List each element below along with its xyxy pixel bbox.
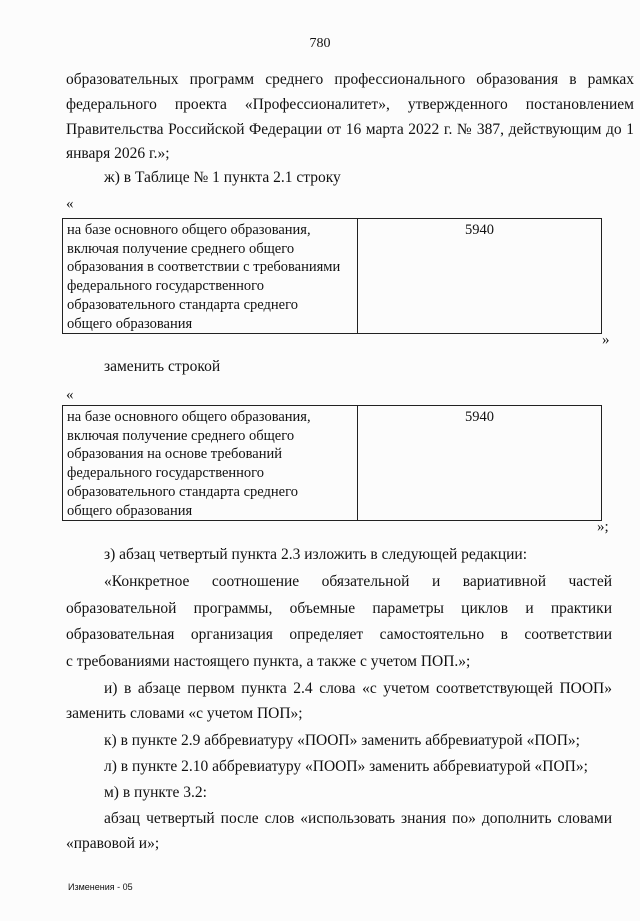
old-row-line: образования в соответствии с требованиями bbox=[67, 259, 341, 276]
old-row-line: образовательного стандарта среднего bbox=[67, 296, 298, 313]
new-row-line: образовательного стандарта среднего bbox=[67, 483, 298, 500]
page-number: 780 bbox=[309, 36, 331, 51]
paragraph-line: «правовой и»; bbox=[66, 835, 160, 852]
new-table-row bbox=[62, 405, 602, 521]
item-k: к) в пункте 2.9 аббревиатуру «ПООП» заменить аббревиатурой «ПОП»; bbox=[104, 732, 580, 749]
new-row-line: включая получение среднего общего bbox=[67, 427, 295, 444]
item-m: м) в пункте 3.2: bbox=[104, 784, 207, 801]
new-row-line: образования на основе требований bbox=[67, 446, 283, 463]
closing-quote: »; bbox=[597, 519, 609, 535]
item-l: л) в пункте 2.10 аббревиатуру «ПООП» заменить аббревиатурой «ПОП»; bbox=[104, 758, 588, 775]
opening-quote: « bbox=[66, 196, 74, 212]
old-row-line: включая получение среднего общего bbox=[67, 240, 295, 257]
old-row-line: общего образования bbox=[67, 315, 193, 332]
paragraph-line: «Конкретное соотношение обязательной и вариативной частей bbox=[104, 573, 612, 590]
paragraph-line: образовательная организация определяет самостоятельно в соответствии bbox=[66, 626, 612, 643]
old-row-description bbox=[63, 219, 358, 334]
closing-quote: » bbox=[602, 332, 610, 348]
old-row-value: 5940 bbox=[358, 219, 602, 334]
old-table-row bbox=[62, 218, 602, 334]
paragraph-line: января 2026 г.»; bbox=[66, 145, 170, 162]
paragraph-line: образовательной программы, объемные параметры циклов и практики bbox=[66, 600, 612, 617]
new-row-description bbox=[63, 406, 358, 521]
paragraph-line: Правительства Российской Федерации от 16 марта 2022 г. № 387, действующим до 1 bbox=[66, 121, 634, 138]
paragraph-line: заменить словами «с учетом ПОП»; bbox=[66, 705, 303, 722]
replace-with-text: заменить строкой bbox=[104, 358, 221, 375]
item-zh: ж) в Таблице № 1 пункта 2.1 строку bbox=[104, 169, 341, 186]
item-i: и) в абзаце первом пункта 2.4 слова «с учетом соответствующей ПООП» bbox=[104, 680, 612, 697]
new-row-line: на базе основного общего образования, bbox=[67, 409, 311, 425]
footer-note: Изменения - 05 bbox=[68, 882, 133, 892]
opening-quote: « bbox=[66, 387, 74, 403]
paragraph-line: федерального проекта «Профессионалитет», утвержденного постановлением bbox=[66, 96, 634, 113]
paragraph-line: абзац четвертый после слов «использовать знания по» дополнить словами bbox=[104, 810, 612, 827]
old-row-line: федерального государственного bbox=[67, 278, 265, 295]
new-row-line: федерального государственного bbox=[67, 465, 265, 482]
paragraph-line: с требованиями настоящего пункта, а также с учетом ПОП.»; bbox=[66, 653, 471, 670]
new-row-line: общего образования bbox=[67, 502, 193, 519]
new-row-value: 5940 bbox=[358, 406, 602, 521]
item-z: з) абзац четвертый пункта 2.3 изложить в следующей редакции: bbox=[104, 546, 528, 563]
paragraph-line: образовательных программ среднего профессионального образования в рамках bbox=[66, 71, 634, 88]
old-row-line: на базе основного общего образования, bbox=[67, 222, 311, 238]
